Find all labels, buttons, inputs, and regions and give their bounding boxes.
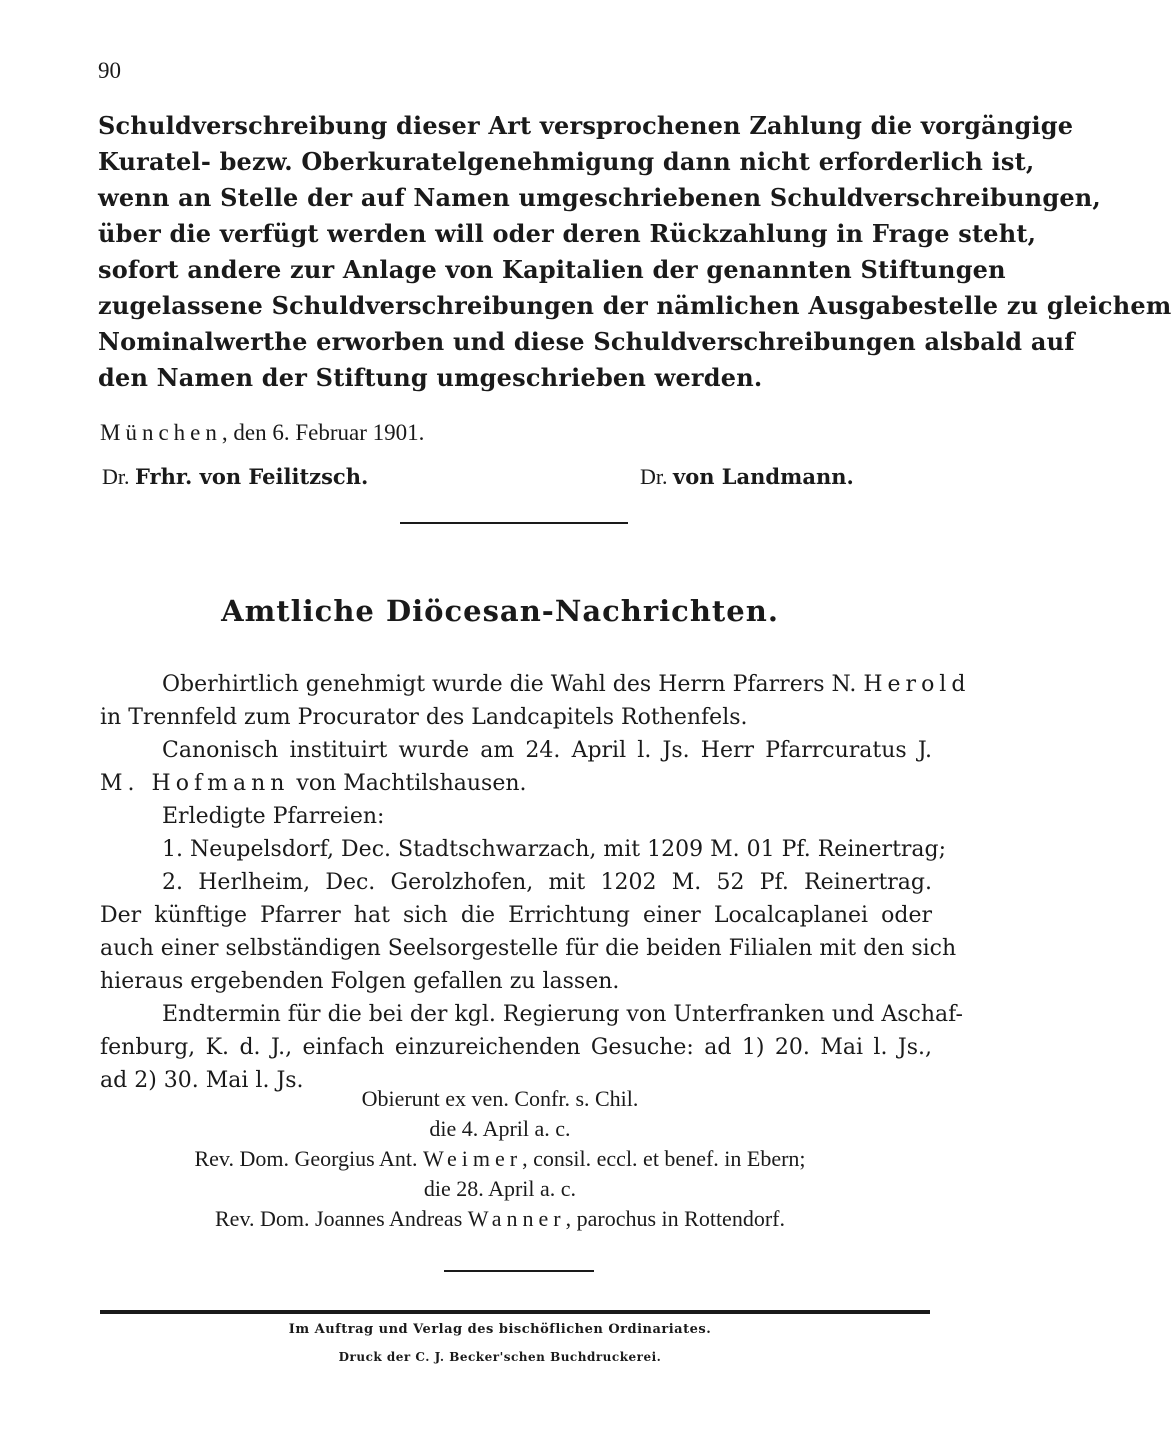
law-text-line: den Namen der Stiftung umgeschrieben werden. — [98, 363, 763, 392]
footer-rule — [100, 1310, 930, 1314]
obituary-entry-text: Rev. Dom. Georgius Ant. — [194, 1146, 418, 1171]
notice-line: auch einer selbständigen Seelsorgestelle für die beiden Filialen mit den sich — [100, 936, 957, 961]
law-text-line: über die verfügt werden will oder deren Rückzahlung in Frage steht, — [98, 219, 1037, 248]
notice-line: in Trennfeld zum Procurator des Landcapitels Rothenfels. — [100, 705, 748, 730]
notice-line: hieraus ergebenden Folgen gefallen zu lassen. — [100, 969, 620, 994]
divider-rule — [400, 522, 628, 524]
signature-right — [640, 464, 854, 490]
law-text-line: sofort andere zur Anlage von Kapitalien der genannten Stiftungen — [98, 255, 1006, 284]
notice-line — [100, 668, 971, 701]
notice-line: 2. Herlheim, Dec. Gerolzhofen, mit 1202 M. 52 Pf. Reinertrag. — [162, 870, 932, 895]
law-text-paragraph — [98, 108, 1171, 396]
dateline — [100, 420, 424, 446]
divider-rule — [444, 1270, 594, 1272]
obituary-entry — [0, 1144, 1000, 1174]
law-text-line: Nominalwerthe erworben und diese Schuldverschreibungen alsbald auf — [98, 327, 1075, 356]
signature-left — [102, 464, 368, 490]
obituary-person-name: Wanner — [467, 1206, 566, 1231]
obituary-person-name: Weimer — [423, 1146, 523, 1171]
dateline-date: , den 6. Februar 1901. — [221, 420, 425, 445]
law-text-line: wenn an Stelle der auf Namen umgeschriebenen Schuldverschreibungen, — [98, 183, 1101, 212]
signature-right-name: von Landmann. — [673, 464, 854, 489]
obituary-date: die 28. April a. c. — [423, 1176, 577, 1201]
dateline-city: München — [100, 420, 222, 445]
footer-publisher: Im Auftrag und Verlag des bischöflichen Ordinariates. — [288, 1322, 712, 1337]
notice-line: fenburg, K. d. J., einfach einzureichenden Gesuche: ad 1) 20. Mai l. Js., — [100, 1035, 932, 1060]
obituary-heading: Obierunt ex ven. Confr. s. Chil. — [361, 1086, 639, 1111]
law-text-line: Schuldverschreibung dieser Art versprochenen Zahlung die vorgängige — [98, 111, 1074, 140]
signature-left-prefix: Dr. — [102, 464, 130, 489]
notice-line: 1. Neupelsdorf, Dec. Stadtschwarzach, mit 1209 M. 01 Pf. Reinertrag; — [162, 837, 947, 862]
section-title: Amtliche Diöcesan-Nachrichten. — [221, 594, 779, 628]
notice-line: Canonisch instituirt wurde am 24. April l. Js. Herr Pfarrcuratus J. — [162, 738, 932, 763]
notice-line-text: von Machtilshausen. — [296, 771, 527, 796]
notice-line: Endtermin für die bei der kgl. Regierung von Unterfranken und Aschaf- — [162, 1002, 963, 1027]
notice-line: Der künftige Pfarrer hat sich die Errichtung einer Localcaplanei oder — [100, 903, 932, 928]
obituary-entry — [0, 1204, 1000, 1234]
notice-line: Erledigte Pfarreien: — [162, 804, 385, 829]
obituary-entry-text: Rev. Dom. Joannes Andreas — [215, 1206, 463, 1231]
notice-person-name: Herold — [863, 672, 971, 697]
notice-line — [100, 767, 932, 800]
obituary-section — [0, 1084, 1000, 1234]
signature-left-name: Frhr. von Feilitzsch. — [135, 464, 369, 489]
notice-line-text: Oberhirtlich genehmigt wurde die Wahl des Herrn Pfarrers N. — [162, 672, 857, 697]
footer-printer: Druck der C. J. Becker'schen Buchdruckerei. — [338, 1350, 662, 1364]
obituary-entry-text: , parochus in Rottendorf. — [565, 1206, 785, 1231]
diocesan-notices — [100, 668, 971, 1097]
obituary-date: die 4. April a. c. — [429, 1116, 571, 1141]
page-number: 90 — [98, 58, 121, 83]
signature-right-prefix: Dr. — [640, 464, 668, 489]
notice-line: ad 2) 30. Mai l. Js. — [100, 1068, 304, 1093]
obituary-entry-text: , consil. eccl. et benef. in Ebern; — [522, 1146, 806, 1171]
notice-person-name: M. Hofmann — [100, 771, 290, 796]
law-text-line: Kuratel- bezw. Oberkuratelgenehmigung dann nicht erforderlich ist, — [98, 147, 1035, 176]
law-text-line: zugelassene Schuldverschreibungen der nämlichen Ausgabestelle zu gleichem — [98, 291, 1171, 320]
